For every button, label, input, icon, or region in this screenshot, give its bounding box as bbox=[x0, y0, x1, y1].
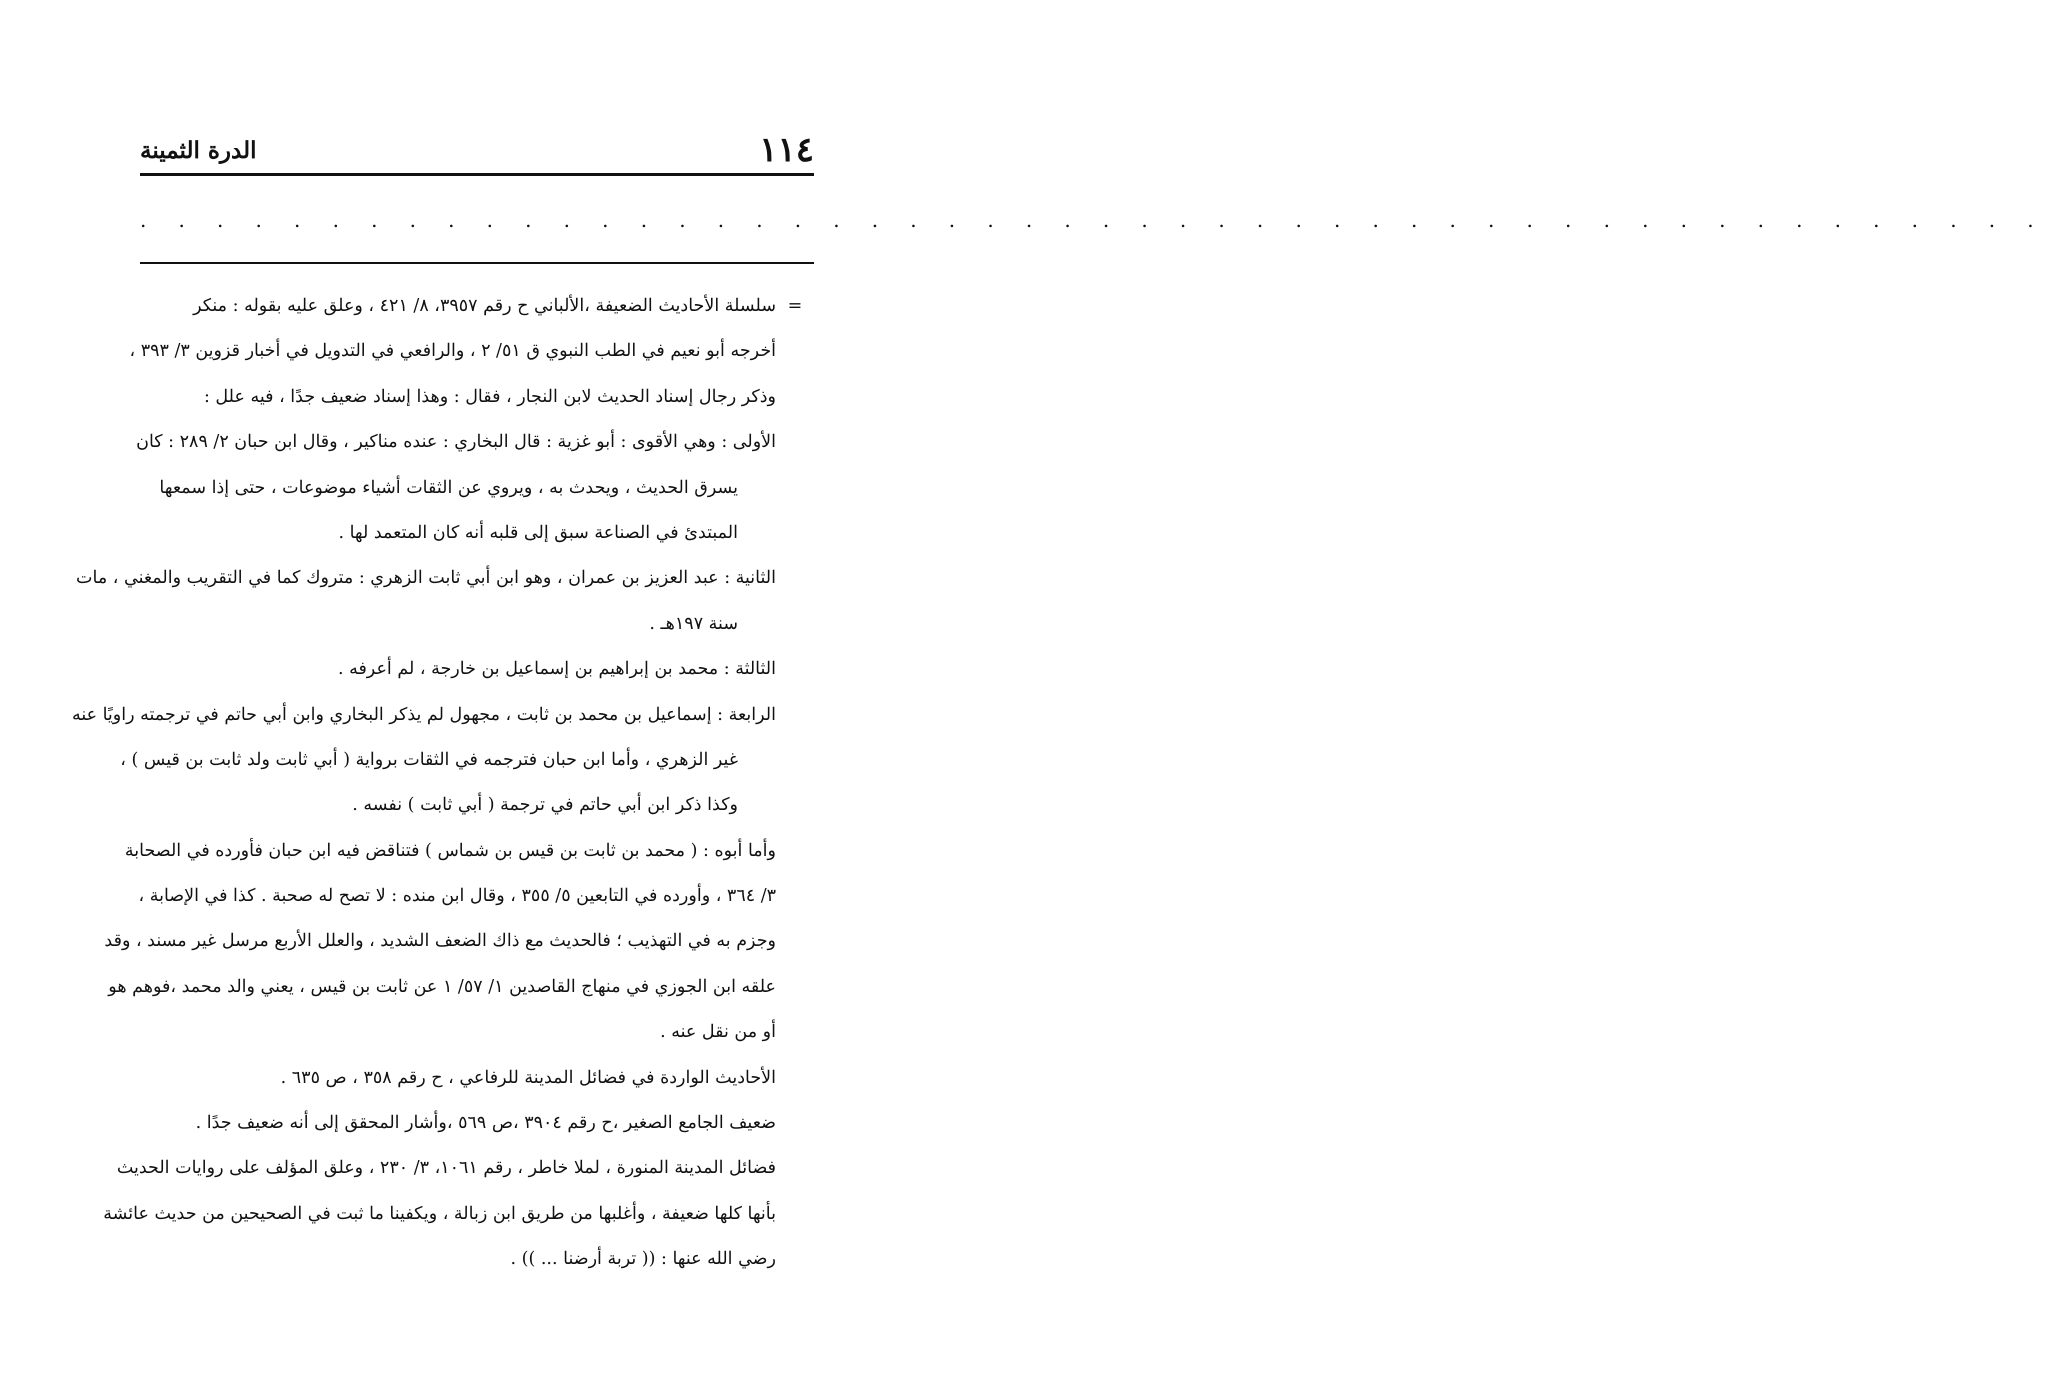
footnote-line: الأولى : وهي الأقوى : أبو غزية : قال البخاري : عنده مناكير ، وقال ابن حبان ٢/ ٢٨٩ : كان bbox=[136, 432, 776, 453]
page-header bbox=[140, 125, 814, 175]
header-rule bbox=[140, 173, 814, 176]
footnote-line: وذكر رجال إسناد الحديث لابن النجار ، فقال : وهذا إسناد ضعيف جدًا ، فيه علل : bbox=[203, 386, 776, 407]
continuation-marker: = bbox=[787, 296, 803, 316]
footnote-line: وجزم به في التهذيب ؛ فالحديث مع ذاك الضعف الشديد ، والعلل الأربع مرسل غير مسند ، وقد bbox=[104, 931, 776, 952]
footnote-line: سنة ١٩٧هـ . bbox=[649, 613, 738, 634]
footnote-line: غير الزهري ، وأما ابن حبان فترجمه في الثقات برواية ( أبي ثابت ولد ثابت بن قيس ) ، bbox=[120, 749, 738, 770]
footnote-line: ضعيف الجامع الصغير ،ح رقم ٣٩٠٤ ،ص ٥٦٩ ،وأشار المحقق إلى أنه ضعيف جدًا . bbox=[195, 1113, 776, 1134]
footnote-line: أو من نقل عنه . bbox=[660, 1022, 776, 1043]
footnote-line: =سلسلة الأحاديث الضعيفة ،الألباني ح رقم ٣٩٥٧، ٨/ ٤٢١ ، وعلق عليه بقوله : منكر bbox=[140, 284, 814, 329]
footnote-line: بأنها كلها ضعيفة ، وأغلبها من طريق ابن زبالة ، ويكفينا ما ثبت في الصحيحين من حديث عائشة bbox=[103, 1203, 776, 1224]
footnote-line: أخرجه أبو نعيم في الطب النبوي ق ٥١/ ٢ ، والرافعي في التدويل في أخبار قزوين ٣/ ٣٩٣ ، bbox=[129, 341, 776, 362]
footnote-line: الثانية : عبد العزيز بن عمران ، وهو ابن أبي ثابت الزهري : متروك كما في التقريب والمغني ، مات bbox=[76, 568, 776, 589]
footnote-line: وأما أبوه : ( محمد بن ثابت بن قيس بن شماس ) فتناقض فيه ابن حبان فأورده في الصحابة bbox=[124, 840, 776, 861]
footnote-line: الأحاديث الواردة في فضائل المدينة للرفاعي ، ح رقم ٣٥٨ ، ص ٦٣٥ . bbox=[280, 1067, 776, 1088]
footnote-line: الثالثة : محمد بن إبراهيم بن إسماعيل بن خارجة ، لم أعرفه . bbox=[337, 659, 776, 680]
footnote-line: المبتدئ في الصناعة سبق إلى قلبه أنه كان المتعمد لها . bbox=[338, 522, 738, 543]
footnote-line: وكذا ذكر ابن أبي حاتم في ترجمة ( أبي ثابت ) نفسه . bbox=[352, 795, 738, 816]
separator-dots: . . . . . . . . . . . . . . . . . . . . . . . . . . . . . . . . . . . . . . . . . . . . . . . . . . bbox=[140, 208, 2046, 232]
page-number: ١١٤ bbox=[759, 130, 814, 170]
footnote-line: فضائل المدينة المنورة ، لملا خاطر ، رقم ١٠٦١، ٣/ ٢٣٠ ، وعلق المؤلف على روايات الحديث bbox=[116, 1158, 776, 1179]
footnote-line: يسرق الحديث ، ويحدث به ، ويروي عن الثقات أشياء موضوعات ، حتى إذا سمعها bbox=[159, 477, 738, 498]
footnote-line: ٣/ ٣٦٤ ، وأورده في التابعين ٥/ ٣٥٥ ، وقال ابن منده : لا تصح له صحبة . كذا في الإصابة ، bbox=[138, 886, 776, 907]
running-title: الدرة الثمينة bbox=[140, 136, 257, 164]
footnote-line: رضي الله عنها : (( تربة أرضنا ... )) . bbox=[510, 1249, 776, 1270]
footnote-text bbox=[71, 284, 814, 1283]
footnote-line: علقه ابن الجوزي في منهاج القاصدين ١/ ٥٧/ ١ عن ثابت بن قيس ، يعني والد محمد ،فوهم هو bbox=[108, 976, 776, 997]
footnote-rule bbox=[140, 262, 814, 264]
footnote-line: الرابعة : إسماعيل بن محمد بن ثابت ، مجهول لم يذكر البخاري وابن أبي حاتم في ترجمته راويًا عنه bbox=[71, 704, 776, 725]
